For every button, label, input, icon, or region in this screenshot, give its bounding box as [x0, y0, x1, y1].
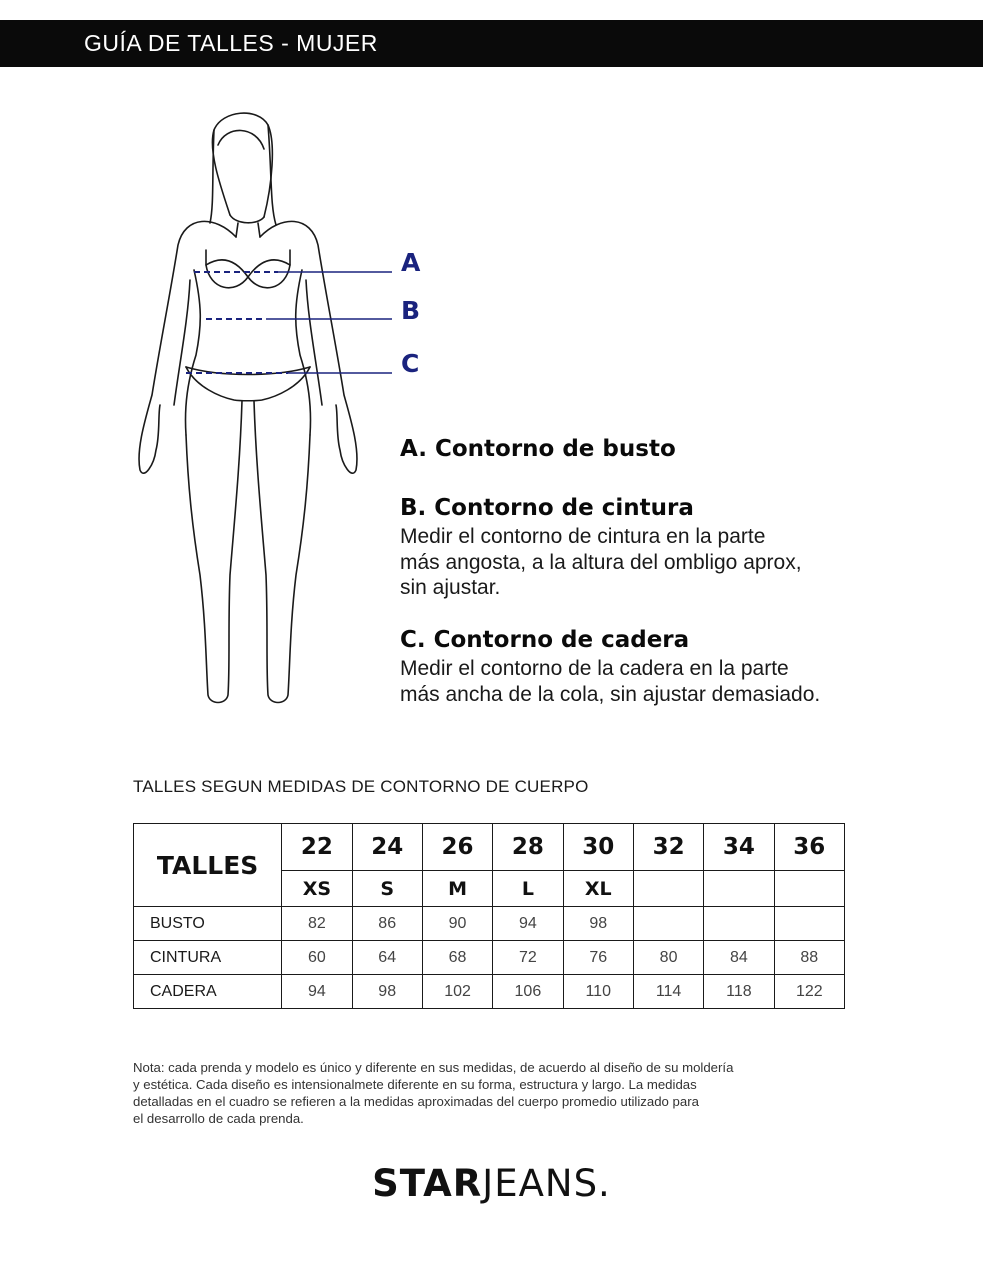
table-cell: 88	[774, 941, 844, 975]
size-letter-cell: XL	[563, 871, 633, 907]
size-table	[133, 823, 845, 1009]
size-letter-cell: S	[352, 871, 422, 907]
legend-cadera	[400, 627, 960, 707]
legend-busto	[400, 436, 960, 462]
legend-desc-line: Medir el contorno de la cadera en la parte	[400, 657, 789, 680]
page-title: GUÍA DE TALLES - MUJER	[84, 30, 378, 56]
table-cell: 110	[563, 975, 633, 1009]
row-label-cintura: CINTURA	[134, 941, 282, 975]
legend-desc-line: más ancha de la cola, sin ajustar demasiado.	[400, 682, 821, 706]
size-number-cell: 30	[563, 824, 633, 871]
table-cell: 122	[774, 975, 844, 1009]
size-letter-cell	[704, 871, 774, 907]
footnote-line: detalladas en el cuadro se refieren a la medidas aproximadas del cuerpo promedio utilizado para	[133, 1094, 699, 1109]
table-cell: 64	[352, 941, 422, 975]
table-cell: 98	[352, 975, 422, 1009]
table-cell	[704, 907, 774, 941]
table-title: TALLES SEGUN MEDIDAS DE CONTORNO DE CUERPO	[133, 777, 589, 796]
size-number-cell: 26	[422, 824, 492, 871]
table-cell: 82	[282, 907, 352, 941]
footnote-line: el desarrollo de cada prenda.	[133, 1111, 304, 1126]
row-label-busto: BUSTO	[134, 907, 282, 941]
size-number-cell: 32	[633, 824, 703, 871]
legend-title-cadera: C. Contorno de cadera	[400, 627, 690, 653]
legend-cintura	[400, 495, 960, 601]
table-cell: 90	[422, 907, 492, 941]
marker-a: A	[401, 248, 421, 277]
size-number-cell: 28	[493, 824, 563, 871]
legend-desc-line: más angosta, a la altura del ombligo aprox,	[400, 550, 802, 574]
table-cell: 114	[633, 975, 703, 1009]
table-cell: 80	[633, 941, 703, 975]
table-cell: 98	[563, 907, 633, 941]
footnote	[133, 1059, 853, 1127]
table-cell: 94	[282, 975, 352, 1009]
table-cell: 72	[493, 941, 563, 975]
table-cell: 68	[422, 941, 492, 975]
legend-desc-cintura	[400, 524, 960, 601]
footnote-line: Nota: cada prenda y modelo es único y diferente en sus medidas, de acuerdo al diseño de su moldería	[133, 1060, 734, 1075]
legend-desc-cadera	[400, 656, 960, 707]
brand-logo-bold: STAR	[372, 1162, 483, 1205]
table-cell: 76	[563, 941, 633, 975]
table-cell: 118	[704, 975, 774, 1009]
legend-title-busto: A. Contorno de busto	[400, 436, 676, 462]
size-letter-cell: L	[493, 871, 563, 907]
size-number-cell: 34	[704, 824, 774, 871]
legend-desc-line: Medir el contorno de cintura en la parte	[400, 525, 766, 548]
footnote-line: y estética. Cada diseño es intensionalmete diferente en su forma, estructura y largo. La medidas	[133, 1077, 697, 1092]
table-row-sizes	[134, 824, 845, 871]
table-row	[134, 941, 845, 975]
size-letter-cell: M	[422, 871, 492, 907]
brand-logo	[0, 1162, 983, 1205]
size-number-cell: 22	[282, 824, 352, 871]
table-cell: 60	[282, 941, 352, 975]
size-number-cell: 36	[774, 824, 844, 871]
legend-title-cintura: B. Contorno de cintura	[400, 495, 694, 521]
header-bar	[0, 20, 983, 67]
table-header-label: TALLES	[134, 824, 282, 907]
size-letter-cell	[633, 871, 703, 907]
table-row	[134, 907, 845, 941]
table-cell	[633, 907, 703, 941]
size-letter-cell: XS	[282, 871, 352, 907]
legend-desc-line: sin ajustar.	[400, 576, 501, 599]
table-cell: 102	[422, 975, 492, 1009]
size-number-cell: 24	[352, 824, 422, 871]
size-letter-cell	[774, 871, 844, 907]
table-cell: 106	[493, 975, 563, 1009]
brand-logo-light: JEANS.	[482, 1162, 611, 1205]
marker-c: C	[401, 349, 420, 378]
table-cell: 94	[493, 907, 563, 941]
table-row	[134, 975, 845, 1009]
body-figure-illustration	[130, 105, 430, 715]
table-cell: 84	[704, 941, 774, 975]
marker-b: B	[401, 296, 421, 325]
table-cell: 86	[352, 907, 422, 941]
table-cell	[774, 907, 844, 941]
row-label-cadera: CADERA	[134, 975, 282, 1009]
